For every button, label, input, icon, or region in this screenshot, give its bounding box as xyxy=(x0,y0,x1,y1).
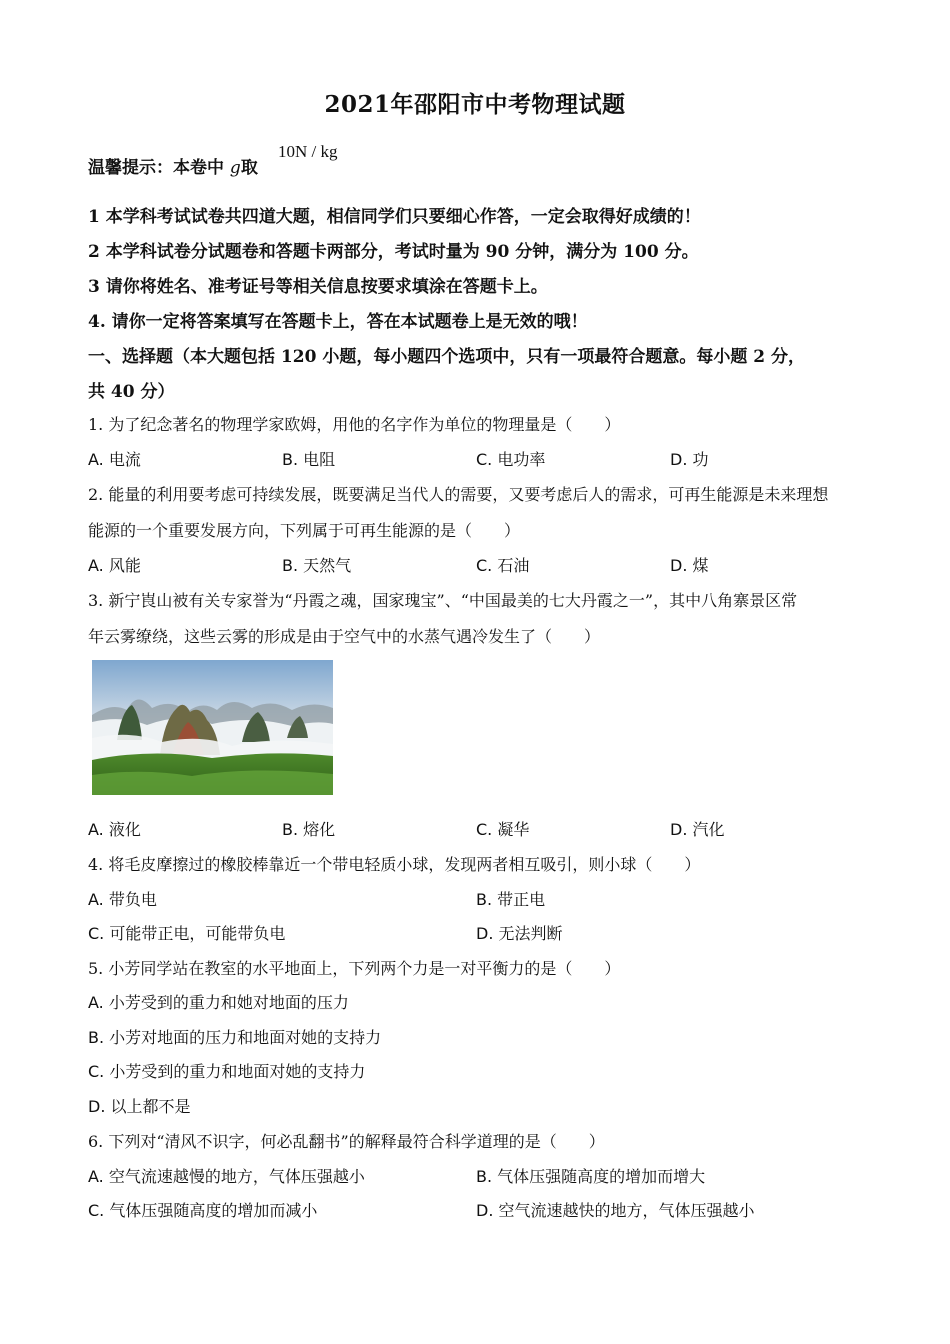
q4-option-c: C. 可能带正电，可能带负电 xyxy=(88,924,286,943)
q5-option-b: B. 小芳对地面的压力和地面对她的支持力 xyxy=(88,1028,382,1047)
mountain-cloud-photo xyxy=(92,660,333,795)
q3-option-a: A. 液化 xyxy=(88,820,141,839)
tip-line xyxy=(88,153,258,178)
q6-option-a: A. 空气流速越慢的地方，气体压强越小 xyxy=(88,1167,365,1186)
q6-option-c: C. 气体压强随高度的增加而减小 xyxy=(88,1201,318,1220)
question-2-cont: 能源的一个重要发展方向，下列属于可再生能源的是（ ） xyxy=(88,521,521,540)
question-6: 6. 下列对“清风不识字，何必乱翻书”的解释最符合科学道理的是（ ） xyxy=(88,1132,605,1151)
g-symbol: g xyxy=(229,158,241,178)
q5-option-c: C. 小芳受到的重力和地面对她的支持力 xyxy=(88,1062,366,1081)
q2-option-b: B. 天然气 xyxy=(282,556,352,575)
note-1: 1 本学科考试试卷共四道大题，相信同学们只要细心作答，一定会取得好成绩的！ xyxy=(88,207,701,227)
question-2: 2. 能量的利用要考虑可持续发展，既要满足当代人的需要，又要考虑后人的需求，可再生能源是未来理想 xyxy=(88,485,829,504)
q2-option-c: C. 石油 xyxy=(476,556,530,575)
q4-option-b: B. 带正电 xyxy=(476,890,546,909)
note-4: 4. 请你一定将答案填写在答题卡上，答在本试题卷上是无效的哦！ xyxy=(88,312,588,332)
q6-option-d: D. 空气流速越快的地方，气体压强越小 xyxy=(476,1201,755,1220)
q1-option-d: D. 功 xyxy=(670,450,709,469)
q1-option-c: C. 电功率 xyxy=(476,450,546,469)
question-3: 3. 新宁崀山被有关专家誉为“丹霞之魂，国家瑰宝”、“中国最美的七大丹霞之一”，其中八角寨景区常 xyxy=(88,591,798,610)
q2-option-d: D. 煤 xyxy=(670,556,709,575)
page-title: 2021年邵阳市中考物理试题 xyxy=(324,91,626,118)
q5-option-a: A. 小芳受到的重力和她对地面的压力 xyxy=(88,993,349,1012)
q1-option-a: A. 电流 xyxy=(88,450,141,469)
q3-option-b: B. 熔化 xyxy=(282,820,336,839)
note-2: 2 本学科试卷分试题卷和答题卡两部分，考试时量为 90 分钟，满分为 100 分。 xyxy=(88,242,699,262)
q4-option-a: A. 带负电 xyxy=(88,890,157,909)
q2-option-a: A. 风能 xyxy=(88,556,141,575)
g-unit: 10N / kg xyxy=(278,142,338,161)
q1-option-b: B. 电阻 xyxy=(282,450,336,469)
tip-prefix: 温馨提示：本卷中 xyxy=(88,158,230,178)
q4-option-d: D. 无法判断 xyxy=(476,924,563,943)
q5-option-d: D. 以上都不是 xyxy=(88,1097,191,1116)
q6-option-b: B. 气体压强随高度的增加而增大 xyxy=(476,1167,706,1186)
q3-option-d: D. 汽化 xyxy=(670,820,725,839)
question-1: 1. 为了纪念著名的物理学家欧姆，用他的名字作为单位的物理量是（ ） xyxy=(88,415,621,434)
q3-option-c: C. 凝华 xyxy=(476,820,530,839)
section-heading-cont: 共 40 分） xyxy=(88,382,175,402)
question-4: 4. 将毛皮摩擦过的橡胶棒靠近一个带电轻质小球，发现两者相互吸引，则小球（ ） xyxy=(88,855,701,874)
question-3-cont: 年云雾缭绕，这些云雾的形成是由于空气中的水蒸气遇冷发生了（ ） xyxy=(88,627,601,646)
note-3: 3 请你将姓名、准考证号等相关信息按要求填涂在答题卡上。 xyxy=(88,277,548,297)
question-5: 5. 小芳同学站在教室的水平地面上，下列两个力是一对平衡力的是（ ） xyxy=(88,959,621,978)
section-heading: 一、选择题（本大题包括 120 小题，每小题四个选项中，只有一项最符合题意。每小题 2 分， xyxy=(88,347,805,367)
tip-suffix: 取 xyxy=(240,158,258,178)
